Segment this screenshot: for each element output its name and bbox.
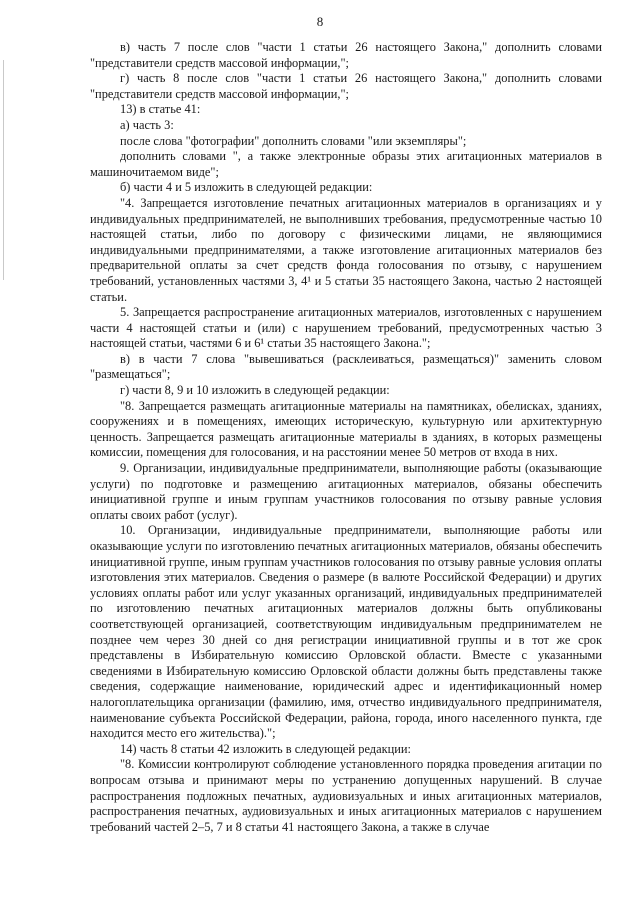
paragraph: в) в части 7 слова "вывешиваться (расклеиваться, размещаться)" заменить словом "размещаться"; (90, 351, 602, 382)
paragraph: б) части 4 и 5 изложить в следующей редакции: (120, 180, 373, 195)
paragraph: г) часть 8 после слов "части 1 статьи 26 настоящего Закона," дополнить словами "представители средств массовой информации,"; (90, 71, 602, 101)
paragraph: "8. Комиссии контролируют соблюдение установленного порядка проведения агитации по вопросам отзыва и принимают меры по устранению допущенных нарушений. В случае распространения подложных печатных, аудиовизуальных и иных агитационных материалов, распространения печатных, аудиовизуальных и иных агитационных материалов с нарушением требований частей 2–5, 7 и 8 статьи 41 настоящего Закона, а также в случае (90, 757, 602, 834)
page-number: 8 (316, 14, 324, 29)
paragraph: 9. Организации, индивидуальные предприниматели, выполняющие работы (оказывающие услуги) по подготовке и размещению агитационных материалов, обязаны обеспечить инициативной группе и иным группам участников голосования по отзыву равные условия оплаты своих работ (услуг). (90, 461, 602, 522)
paragraph: в) часть 7 после слов "части 1 статьи 26 настоящего Закона," дополнить словами "представители средств массовой информации,"; (90, 40, 602, 70)
paragraph: 14) часть 8 статьи 42 изложить в следующей редакции: (120, 741, 411, 756)
paragraph: после слова "фотографии" дополнить словами "или экземпляры"; (120, 133, 467, 148)
paragraph: "4. Запрещается изготовление печатных агитационных материалов в организациях и у индивидуальных предпринимателей, не выполнивших требования, предусмотренные частью 10 настоящей статьи, либо по договору с физическими лицами, не являющимися индивидуальными предпринимателями, а также изготовление агитационных материалов без предварительной оплаты за счет средств фонда голосования по отзыву, с нарушением требований, установленных частями 3, 4¹ и 5 статьи 35 настоящего Закона, частью 2 настоящей статьи. (90, 195, 602, 304)
paragraph: а) часть 3: (120, 117, 174, 132)
paragraph: "8. Запрещается размещать агитационные материалы на памятниках, обелисках, зданиях, сооружениях и в помещениях, имеющих историческую, культурную или архитектурную ценность. Запрещается размещать агитационные материалы в зданиях, в которых размещены комиссии, помещения для голосования, и на расстоянии менее 50 метров от входа в них. (90, 398, 602, 460)
paragraph: 5. Запрещается распространение агитационных материалов, изготовленных с нарушением части 4 настоящей статьи и (или) с нарушением требований, предусмотренных частью 3 настоящей статьи, частями 6 и 6¹ статьи 35 настоящего Закона."; (90, 305, 602, 351)
scan-edge-mark (3, 60, 4, 280)
document-body (90, 40, 602, 835)
paragraph: 10. Организации, индивидуальные предприниматели, выполняющие работы или оказывающие услуги по изготовлению печатных агитационных материалов, обязаны обеспечить инициативной группе, иным группам участников голосования по отзыву равные условия оплаты изготовления этих материалов. Сведения о размере (в валюте Российской Федерации) и других условиях оплаты работ или услуг указанных организаций, индивидуальных предпринимателей по изготовлению печатных агитационных материалов должны быть опубликованы соответствующей организацией, соответствующим индивидуальным предпринимателем не позднее чем через 30 дней со дня регистрации инициативной группы и в тот же срок представлены в Избирательную комиссию Орловской области. Вместе с указанными сведениями в Избирательную комиссию Орловской области должны быть представлены также сведения, содержащие наименование, юридический адрес и идентификационный номер налогоплательщика организации (фамилию, имя, отчество индивидуального предпринимателя, наименование субъекта Российской Федерации, района, города, иного населенного пункта, где находится место его жительства)."; (90, 523, 602, 741)
paragraph: г) части 8, 9 и 10 изложить в следующей редакции: (120, 383, 390, 398)
paragraph: дополнить словами ", а также электронные образы этих агитационных материалов в машиночитаемом виде"; (90, 149, 602, 179)
paragraph: 13) в статье 41: (120, 102, 201, 117)
